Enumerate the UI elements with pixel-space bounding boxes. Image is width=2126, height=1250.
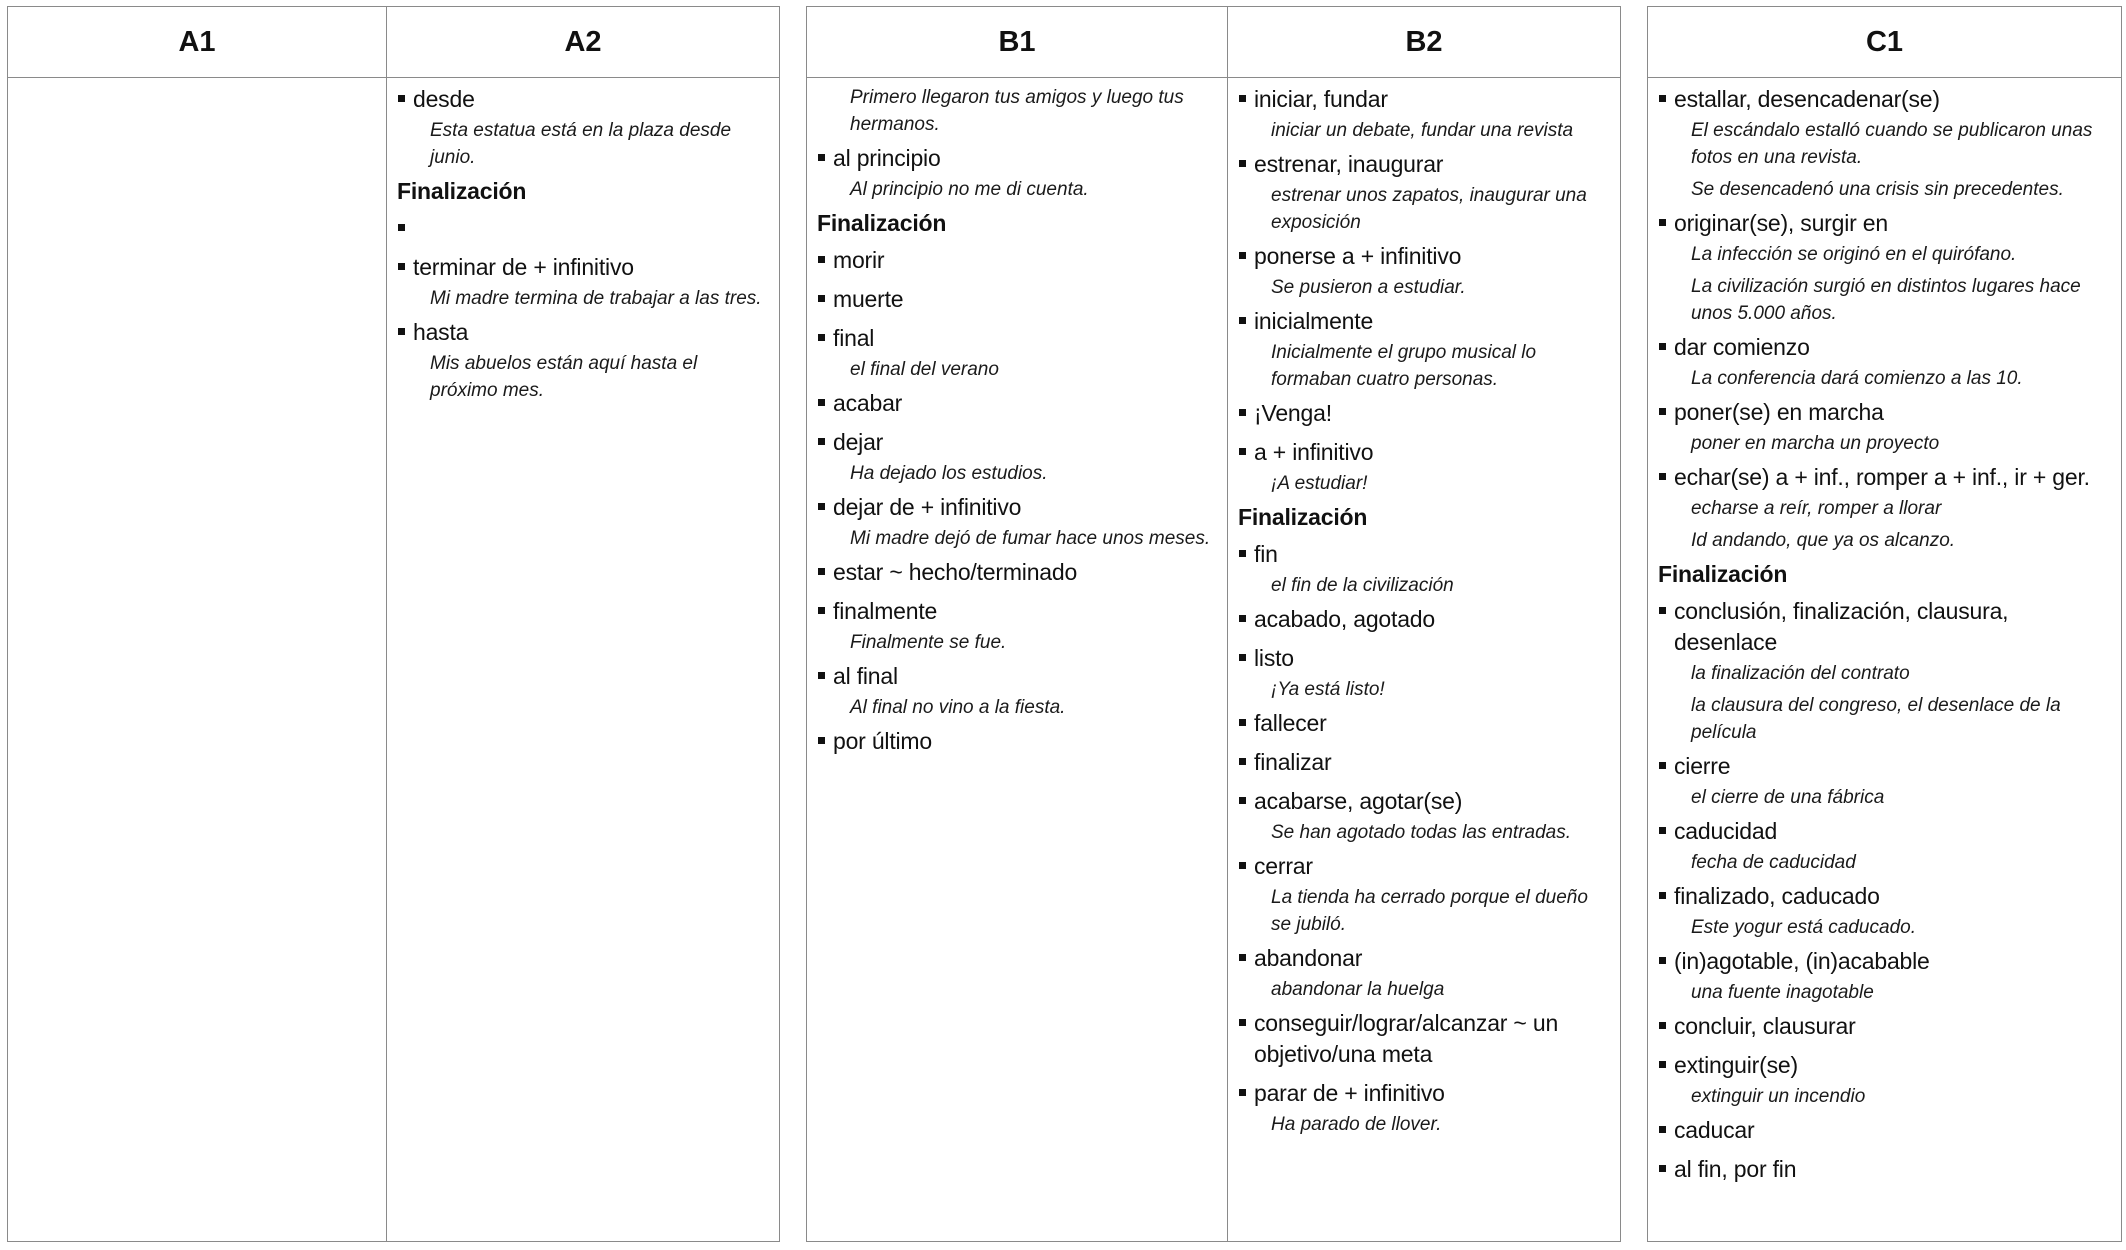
- example-echar-2: Id andando, que ya os alcanzo.: [1691, 530, 1956, 551]
- term-dar-comienzo: dar comienzo: [1658, 332, 2115, 363]
- term-al-fin: al fin, por fin: [1658, 1154, 2115, 1185]
- example-cerrar: La tienda ha cerrado porque el dueño se jubiló.: [1271, 887, 1588, 935]
- example-fin: el fin de la civilización: [1271, 575, 1454, 596]
- column-a2: [386, 7, 779, 1241]
- example-abandonar: abandonar la huelga: [1271, 979, 1445, 1000]
- term-estallar: estallar, desencadenar(se): [1658, 84, 2115, 115]
- example-desde: Esta estatua está en la plaza desde junio.: [430, 120, 732, 168]
- example-extinguir: extinguir un incendio: [1691, 1086, 1866, 1107]
- example-estallar-1: El escándalo estalló cuando se publicaron unas fotos en una revista.: [1691, 120, 2093, 168]
- term-acabado: acabado, agotado: [1238, 604, 1608, 635]
- example-acabarse: Se han agotado todas las entradas.: [1271, 822, 1572, 843]
- term-cierre: cierre: [1658, 751, 2115, 782]
- example-dejar-de: Mi madre dejó de fumar hace unos meses.: [850, 528, 1211, 549]
- column-header-a2: A2: [387, 7, 779, 78]
- term-abandonar: abandonar: [1238, 943, 1608, 974]
- section-heading-finalizacion: Finalización: [1658, 561, 1788, 587]
- term-final: final: [817, 323, 1215, 354]
- example-finalmente: Finalmente se fue.: [850, 632, 1007, 653]
- example-finalizado: Este yogur está caducado.: [1691, 917, 1916, 938]
- column-body-c1: [1648, 78, 2121, 1185]
- example-listo: ¡Ya está listo!: [1271, 679, 1385, 700]
- term-inicialmente: inicialmente: [1238, 306, 1608, 337]
- section-heading-finalizacion: Finalización: [1238, 504, 1368, 530]
- table-b1-b2: [806, 6, 1621, 1242]
- term-a-infinitivo: a + infinitivo: [1238, 437, 1608, 468]
- example-iniciar: iniciar un debate, fundar una revista: [1271, 120, 1574, 141]
- column-header-a1: A1: [8, 7, 386, 78]
- example-final: el final del verano: [850, 359, 999, 380]
- term-concluir: concluir, clausurar: [1658, 1011, 2115, 1042]
- term-listo: listo: [1238, 643, 1608, 674]
- section-heading-finalizacion: Finalización: [397, 178, 527, 204]
- example-conclusion-2: la clausura del congreso, el desenlace de la película: [1691, 695, 2061, 743]
- term-por-ultimo: por último: [817, 726, 1215, 757]
- section-heading-finalizacion: Finalización: [817, 210, 947, 236]
- example-inagotable: una fuente inagotable: [1691, 982, 1874, 1003]
- term-estrenar: estrenar, inaugurar: [1238, 149, 1608, 180]
- column-header-b2: B2: [1228, 7, 1620, 78]
- term-acabarse: acabarse, agotar(se): [1238, 786, 1608, 817]
- term-parar-de: parar de + infinitivo: [1238, 1078, 1608, 1109]
- term-iniciar: iniciar, fundar: [1238, 84, 1608, 115]
- example-inicialmente: Inicialmente el grupo musical lo formaban cuatro personas.: [1271, 342, 1537, 390]
- column-body-a1: [8, 78, 386, 84]
- term-empty: [397, 213, 767, 244]
- term-conclusion: conclusión, finalización, clausura, desenlace: [1658, 596, 2115, 658]
- term-venga: ¡Venga!: [1238, 398, 1608, 429]
- term-inagotable: (in)agotable, (in)acabable: [1658, 946, 2115, 977]
- term-dejar-de: dejar de + infinitivo: [817, 492, 1215, 523]
- term-ponerse: ponerse a + infinitivo: [1238, 241, 1608, 272]
- term-echar: echar(se) a + inf., romper a + inf., ir + ger.: [1658, 462, 2115, 493]
- term-cerrar: cerrar: [1238, 851, 1608, 882]
- column-header-b1: B1: [807, 7, 1227, 78]
- column-a1: [8, 7, 386, 1241]
- example-caducidad: fecha de caducidad: [1691, 852, 1856, 873]
- example-estrenar: estrenar unos zapatos, inaugurar una exposición: [1271, 185, 1587, 233]
- example-continued: Primero llegaron tus amigos y luego tus hermanos.: [850, 87, 1184, 135]
- example-terminar-de: Mi madre termina de trabajar a las tres.: [430, 288, 762, 309]
- term-hasta: hasta: [397, 317, 767, 348]
- example-echar-1: echarse a reír, romper a llorar: [1691, 498, 1942, 519]
- table-c1: [1647, 6, 2122, 1242]
- term-caducar: caducar: [1658, 1115, 2115, 1146]
- example-parar-de: Ha parado de llover.: [1271, 1114, 1442, 1135]
- example-cierre: el cierre de una fábrica: [1691, 787, 1885, 808]
- column-c1: [1648, 7, 2121, 1241]
- term-originar: originar(se), surgir en: [1658, 208, 2115, 239]
- example-poner-en-marcha: poner en marcha un proyecto: [1691, 433, 1940, 454]
- example-originar-1: La infección se originó en el quirófano.: [1691, 244, 2017, 265]
- term-terminar-de: terminar de + infinitivo: [397, 252, 767, 283]
- term-caducidad: caducidad: [1658, 816, 2115, 847]
- term-acabar: acabar: [817, 388, 1215, 419]
- column-b2: [1227, 7, 1620, 1241]
- term-fin: fin: [1238, 539, 1608, 570]
- table-a1-a2: [7, 6, 780, 1242]
- example-al-final: Al final no vino a la fiesta.: [850, 697, 1066, 718]
- term-finalizado: finalizado, caducado: [1658, 881, 2115, 912]
- term-finalizar: finalizar: [1238, 747, 1608, 778]
- term-al-final: al final: [817, 661, 1215, 692]
- example-ponerse: Se pusieron a estudiar.: [1271, 277, 1466, 298]
- example-al-principio: Al principio no me di cuenta.: [850, 179, 1089, 200]
- column-body-a2: [387, 78, 779, 404]
- example-estallar-2: Se desencadenó una crisis sin precedentes.: [1691, 179, 2064, 200]
- example-hasta: Mis abuelos están aquí hasta el próximo mes.: [430, 353, 698, 401]
- term-dejar: dejar: [817, 427, 1215, 458]
- term-finalmente: finalmente: [817, 596, 1215, 627]
- term-extinguir: extinguir(se): [1658, 1050, 2115, 1081]
- column-b1: [807, 7, 1227, 1241]
- term-muerte: muerte: [817, 284, 1215, 315]
- example-dejar: Ha dejado los estudios.: [850, 463, 1048, 484]
- term-conseguir: conseguir/lograr/alcanzar ~ un objetivo/una meta: [1238, 1008, 1608, 1070]
- column-header-c1: C1: [1648, 7, 2121, 78]
- example-a-infinitivo: ¡A estudiar!: [1271, 473, 1368, 494]
- example-dar-comienzo: La conferencia dará comienzo a las 10.: [1691, 368, 2023, 389]
- term-estar: estar ~ hecho/terminado: [817, 557, 1215, 588]
- column-body-b1: [807, 78, 1227, 757]
- example-originar-2: La civilización surgió en distintos lugares hace unos 5.000 años.: [1691, 276, 2081, 324]
- column-body-b2: [1228, 78, 1620, 1138]
- term-fallecer: fallecer: [1238, 708, 1608, 739]
- term-poner-en-marcha: poner(se) en marcha: [1658, 397, 2115, 428]
- term-desde: desde: [397, 84, 767, 115]
- example-conclusion-1: la finalización del contrato: [1691, 663, 1910, 684]
- term-al-principio: al principio: [817, 143, 1215, 174]
- term-morir: morir: [817, 245, 1215, 276]
